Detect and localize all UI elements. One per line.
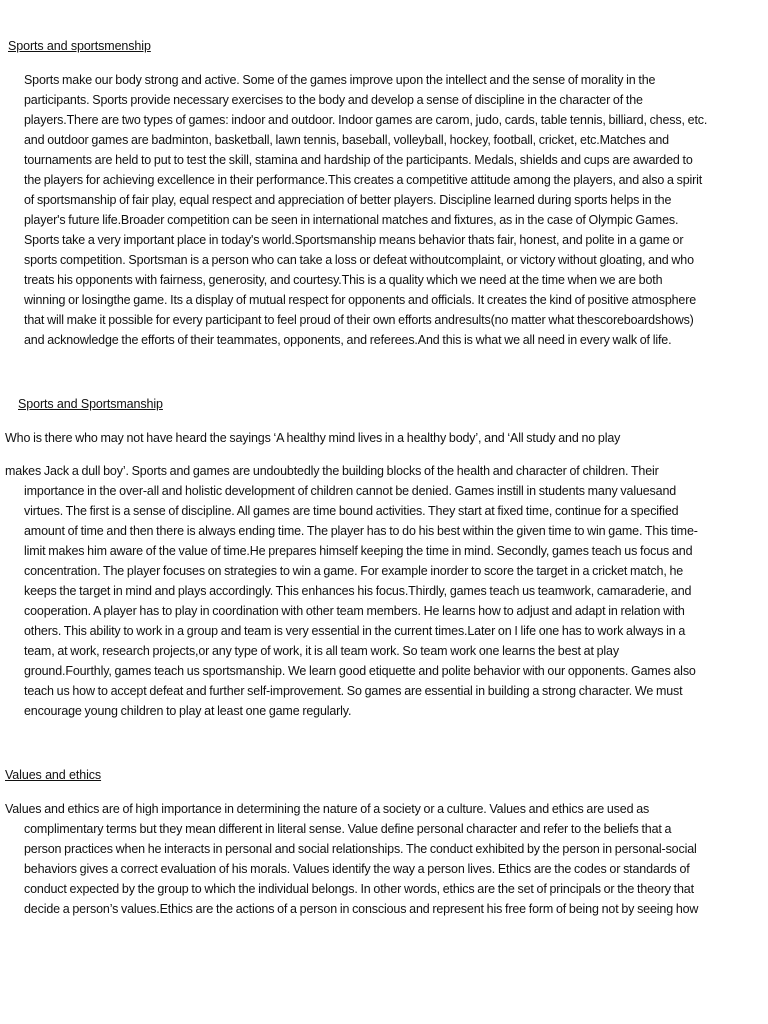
section-heading-sports-sportsmenship: Sports and sportsmenship <box>8 39 151 53</box>
text-line: decide a person’s values.Ethics are the actions of a person in conscious and represent his free form of being not by seeing how <box>24 902 699 916</box>
text-line: player's future life.Broader competition can be seen in international matches and fixtures, as in the case of Olympic Games. <box>24 213 679 227</box>
text-line: sports competition. Sportsman is a person who can take a loss or defeat withoutcomplaint, or victory without gloating, and who <box>24 253 694 267</box>
text-line: keeps the target in mind and plays accordingly. This enhances his focus.Thirdly, games teach us teamwork, camaraderie, and <box>24 584 692 598</box>
text-line: concentration. The player focuses on strategies to win a game. For example inorder to score the target in a cricket match, he <box>24 564 684 578</box>
text-line: players.There are two types of games: indoor and outdoor. Indoor games are carom, judo, cards, table tennis, billiard, chess, etc. <box>24 113 708 127</box>
text-line: teach us how to accept defeat and further self-improvement. So games are essential in building a strong character. We must <box>24 684 683 698</box>
section-heading-sports-sportsmanship: Sports and Sportsmanship <box>18 397 163 411</box>
text-line: and outdoor games are badminton, basketball, lawn tennis, baseball, volleyball, hockey, football, cricket, etc.Matches and <box>24 133 669 147</box>
text-line: team, at work, research projects,or any type of work, it is all team work. So team work one learns the best at play <box>24 644 619 658</box>
text-line: Values and ethics are of high importance in determining the nature of a society or a culture. Values and ethics are used as <box>5 802 650 816</box>
text-line: ground.Fourthly, games teach us sportsmanship. We learn good etiquette and polite behavior with our opponents. Games also <box>24 664 696 678</box>
paragraph-sports-sportsmanship <box>5 461 698 721</box>
paragraph-intro-line <box>5 428 620 448</box>
text-line: the players for achieving excellence in their performance.This creates a competitive attitude among the players, and also a spirit <box>24 173 703 187</box>
text-line: person practices when he interacts in personal and social relationships. The conduct exhibited by the person in personal-social <box>24 842 697 856</box>
text-line: and acknowledge the efforts of their teammates, opponents, and referees.And this is what we all need in every walk of life. <box>24 333 672 347</box>
paragraph-sports-sportsmenship <box>24 70 707 350</box>
text-line: that will make it possible for every participant to feel proud of their own efforts andresults(no matter what thescoreboardshows) <box>24 313 694 327</box>
paragraph-values-ethics <box>5 799 698 919</box>
text-line: conduct expected by the group to which the individual belongs. In other words, ethics are the set of principals or the theory that <box>24 882 694 896</box>
text-line: virtues. The first is a sense of discipline. All games are time bound activities. They start at fixed time, continue for a specified <box>24 504 679 518</box>
text-line: cooperation. A player has to play in coordination with other team members. He learns how to adjust and adapt in relation with <box>24 604 685 618</box>
text-line: Sports take a very important place in today's world.Sportsmanship means behavior thats fair, honest, and polite in a game or <box>24 233 684 247</box>
text-line: tournaments are held to put to test the skill, stamina and hardship of the participants. Medals, shields and cups are awarded to <box>24 153 693 167</box>
section-heading-values-ethics: Values and ethics <box>5 768 102 782</box>
text-line: winning or losingthe game. Its a display of mutual respect for opponents and officials. It creates the kind of positive atmosphere <box>24 293 697 307</box>
text-line: amount of time and then there is always ending time. The player has to do his best within the given time to win game. This time- <box>24 524 698 538</box>
text-line: others. This ability to work in a group and team is very essential in the current times.Later on I life one has to work always in a <box>24 624 686 638</box>
text-line: behaviors gives a correct evaluation of his morals. Values identify the way a person lives. Ethics are the codes or standards of <box>24 862 690 876</box>
text-line: treats his opponents with fairness, generosity, and courtesy.This is a quality which we need at the time when we are both <box>24 273 663 287</box>
text-line: makes Jack a dull boy’. Sports and games are undoubtedly the building blocks of the health and character of children. Their <box>5 464 659 478</box>
text-line: complimentary terms but they mean different in literal sense. Value define personal character and refer to the beliefs that a <box>24 822 672 836</box>
text-line: of sportsmanship of fair play, equal respect and appreciation of better players. Discipline learned during sports helps in the <box>24 193 672 207</box>
text-line: importance in the over-all and holistic development of children cannot be denied. Games instill in students many valuesand <box>24 484 677 498</box>
text-line: participants. Sports provide necessary exercises to the body and develop a sense of discipline in the character of the <box>24 93 643 107</box>
text-line: Sports make our body strong and active. Some of the games improve upon the intellect and the sense of morality in the <box>24 73 656 87</box>
text-line: limit makes him aware of the value of time.He prepares himself keeping the time in mind. Secondly, games teach us focus and <box>24 544 693 558</box>
text-line: encourage young children to play at least one game regularly. <box>24 704 352 718</box>
text-line: Who is there who may not have heard the sayings ‘A healthy mind lives in a healthy body’, and ‘All study and no play <box>5 431 621 445</box>
